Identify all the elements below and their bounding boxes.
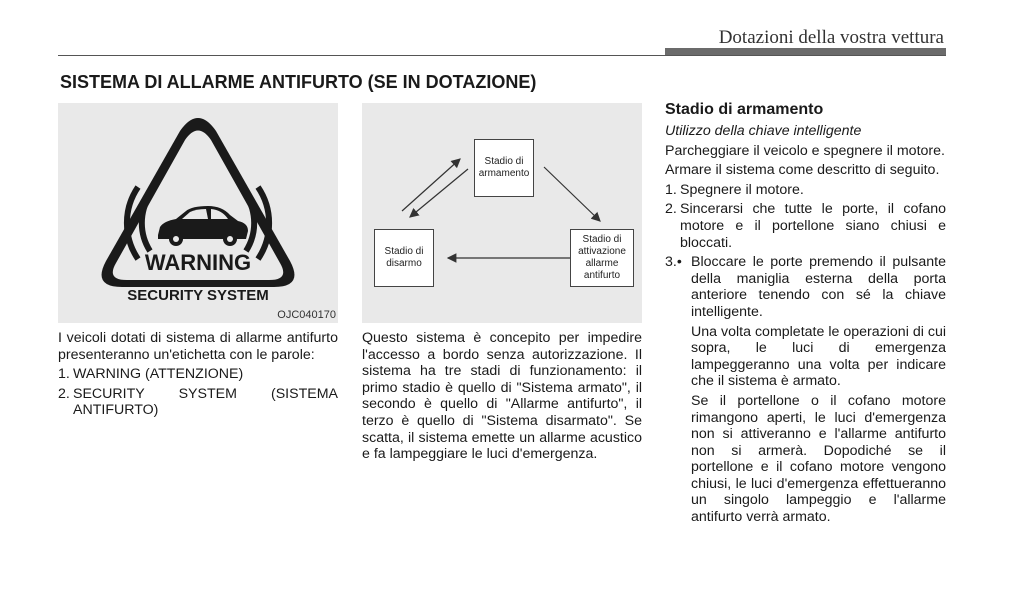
paragraph-armed-confirmation: Una volta completate le operazioni di cui sopra, le luci di emergenza lampeggeranno una volta per indicare che il sistema è armato. [691, 323, 946, 390]
list-text: Sincerarsi che tutte le porte, il cofano motore e il portellone siano chiusi e bloccati. [680, 201, 946, 251]
arrow-disarm-to-armed-up [402, 159, 460, 211]
list-text: SECURITY SYSTEM (SISTEMA ANTIFURTO) [73, 385, 338, 419]
system-description-text: Questo sistema è concepito per impedire l'accesso a bordo senza autorizzazione. Il sistema ha tre stadi di funzionamento: il primo stadio è quello di "Sistema armato", il secondo è quello di "Allarme antifurto", il terzo è quello di "Sistema disarmato". Se scatta, il sistema emette un allarme acustico e fa lampeggiare le luci d'emergenza. [362, 330, 642, 463]
state-arrows [362, 103, 642, 323]
header-bar [665, 48, 946, 55]
paragraph-park: Parcheggiare il veicolo e spegnere il motore. [665, 142, 945, 159]
warning-triangle-illustration [58, 103, 338, 323]
state-box-alarm: Stadio di attivazione allarme antifurto [570, 229, 634, 287]
header-rule [58, 55, 946, 56]
list-item [665, 201, 946, 251]
paragraph-arm: Armare il sistema come descritto di seguito. [665, 162, 940, 179]
figure-code: OJC040170 [277, 309, 336, 321]
column-system-description [362, 330, 642, 463]
list-text: Bloccare le porte premendo il pulsante della maniglia esterna della porta anteriore tenendo con sé la chiave intelligente. [691, 254, 946, 320]
section-title: SISTEMA DI ALLARME ANTIFURTO (SE IN DOTAZIONE) [60, 72, 537, 92]
list-item [58, 366, 338, 383]
list-number: 2. [665, 201, 677, 218]
paragraph-open-tailgate: Se il portellone o il cofano motore rimangono aperti, le luci d'emergenza non si attiveranno e l'allarme antifurto non si armerà. Dopodiché se il portellone e il cofano motore vengono chiusi, le luci d'emergenza effettueranno un singolo lampeggio e l'allarme antifurto verrà armato. [691, 392, 946, 526]
security-system-text: SECURITY SYSTEM [127, 287, 269, 304]
arrow-armed-to-disarm-down [410, 169, 468, 217]
list-number: 1. [58, 366, 70, 383]
arming-stage-title: Stadio di armamento [665, 101, 824, 118]
list-item [665, 182, 946, 199]
arrow-armed-to-alarm [544, 167, 600, 221]
list-number: 2. [58, 385, 70, 402]
list-number: 3.• [665, 254, 682, 271]
state-diagram-figure [362, 103, 642, 323]
column-arming-stage [665, 100, 946, 526]
list-text: Spegnere il motore. [680, 181, 804, 198]
column-label-description [58, 330, 338, 419]
state-box-armed: Stadio di armamento [474, 139, 534, 197]
running-header-title: Dotazioni della vostra vettura [718, 27, 944, 48]
list-item [58, 386, 338, 419]
warning-text: WARNING [144, 250, 252, 275]
list-number: 1. [665, 181, 677, 198]
list-item [665, 254, 946, 320]
warning-label-figure [58, 103, 338, 323]
label-intro: I veicoli dotati di sistema di allarme antifurto presenteranno un'etichetta con le parole: [58, 330, 338, 363]
state-box-disarm: Stadio di disarmo [374, 229, 434, 287]
list-text: WARNING (ATTENZIONE) [73, 366, 244, 383]
smart-key-subtitle: Utilizzo della chiave intelligente [665, 123, 862, 139]
